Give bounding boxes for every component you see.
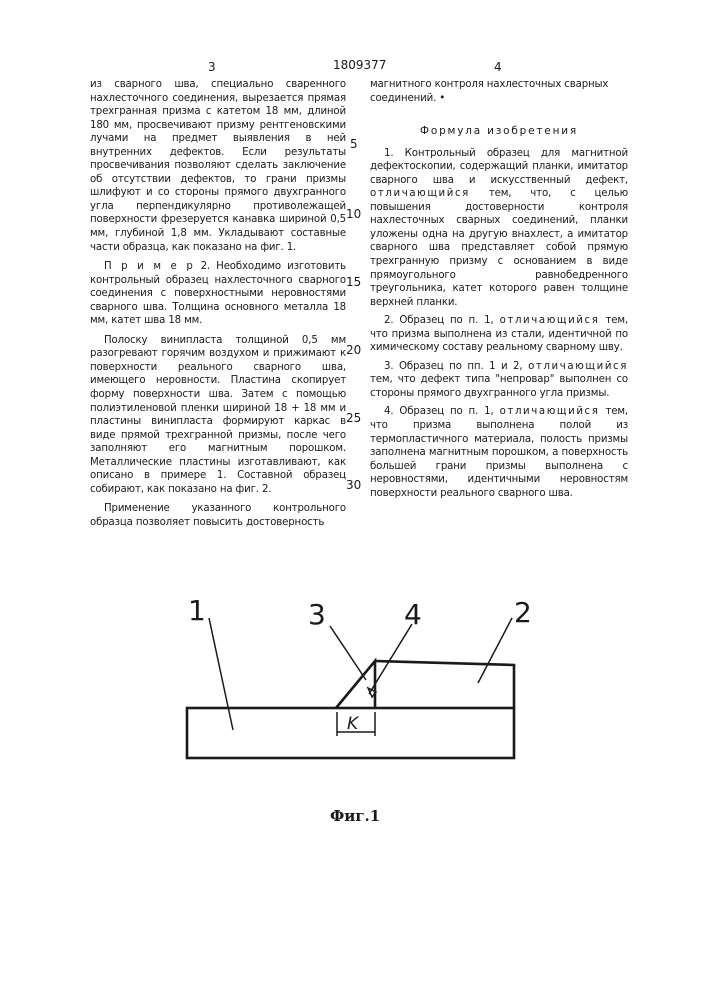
example-lead: П р и м е р bbox=[104, 261, 195, 273]
leader-3 bbox=[330, 626, 366, 680]
claim-1: 1. Контрольный образец для магнитной дефектоскопии, содержащий планки, имитатор сварного шва и искусственный дефект, отличающийся тем, что, с целью повышения достоверности контроля нахлесточных сварных соединений, планки уложены одна на другую внахлест, а имитатор сварного шва представляет собой прямую трехгранную призму с основанием в виде прямоугольного равнобедренного треугольника, катет которого равен толщине верхней планки. bbox=[370, 147, 628, 308]
claim-keyword: отличающийся bbox=[370, 188, 470, 200]
line-number: 15 bbox=[346, 275, 362, 289]
claim-keyword: отличающийся bbox=[499, 315, 600, 327]
label-3: 3 bbox=[308, 598, 326, 631]
line-number: 30 bbox=[346, 478, 362, 492]
patent-number: 1809377 bbox=[333, 58, 387, 72]
claim-keyword: отличающийся bbox=[528, 360, 628, 372]
line-number: 20 bbox=[346, 343, 362, 357]
dimension-label: K bbox=[347, 714, 359, 734]
line-number: 10 bbox=[346, 207, 362, 221]
leader-1 bbox=[209, 618, 233, 730]
paragraph: Полоску винипласта толщиной 0,5 мм разогревают горячим воздухом и прижимают к поверхности реального сварного шва, имеющего неровности. Пластина скопирует форму поверхности шва. Затем с помощью полиэтиленовой пленки шириной 18 + 18 мм и пластины винипласта формируют каркас в виде прямой трехгранной призмы, после чего заполняют его магнитным порошком. Металлические пластины изготавливают, как описано в примере 1. Составной образец собирают, как показано на фиг. 2. bbox=[90, 334, 346, 495]
claim-2: 2. Образец по п. 1, отличающийся тем, что призма выполнена из стали, идентичной по химическому составу реальному сварному шву. bbox=[370, 315, 628, 354]
claim-keyword: отличающийся bbox=[499, 406, 600, 418]
claim-3: 3. Образец по пп. 1 и 2, отличающийся тем, что дефект типа "непровар" выполнен со стороны прямого двухгранного угла призмы. bbox=[370, 360, 628, 399]
label-1: 1 bbox=[188, 594, 206, 627]
paragraph: из сварного шва, специально сваренного нахлесточного соединения, вырезается прямая трехгранная призма с катетом 18 мм, длиной 180 мм, просвечивают призму рентгеновскими лучами на предмет выявления в ней внутренних дефектов. Если результаты просвечивания позволяют сделать заключение об отсутствии дефектов, то грани призмы шлифуют и со стороны прямого двухгранного угла перпендикулярно противолежащей поверхности фрезеруется канавка шириной 0,5 мм, глубиной 1,8 мм. Укладывают составные части образца, как показано на фиг. 1. bbox=[90, 79, 346, 253]
paragraph: магнитного контроля нахлесточных сварных соединений. • bbox=[370, 79, 609, 104]
claim-4: 4. Образец по п. 1, отличающийся тем, что призма выполнена полой из термопластичного материала, полость призмы заполнена магнитным порошком, а поверхность большей грани призмы выполнена с неровностями, идентичными неровностям поверхности реального сварного шва. bbox=[370, 406, 628, 499]
figure-caption: Фиг.1 bbox=[330, 807, 381, 825]
page-number-right: 4 bbox=[494, 60, 502, 74]
page-number-left: 3 bbox=[208, 60, 216, 74]
line-number: 25 bbox=[346, 411, 362, 425]
leader-2 bbox=[478, 618, 512, 683]
paragraph: Применение указанного контрольного образца позволяет повысить достоверность bbox=[90, 503, 346, 528]
label-2: 2 bbox=[514, 596, 532, 629]
example-text: 2. Необходимо изготовить контрольный образец нахлесточного сварного соединения с поверхностными неровностями сварного шва. Толщина основного металла 18 мм, катет шва 18 мм. bbox=[90, 261, 346, 327]
line-number: 5 bbox=[350, 137, 358, 151]
top-plate bbox=[375, 661, 514, 708]
label-4: 4 bbox=[404, 598, 422, 631]
weld-prism bbox=[336, 661, 375, 708]
claims-heading: Формула изобретения bbox=[420, 125, 578, 138]
